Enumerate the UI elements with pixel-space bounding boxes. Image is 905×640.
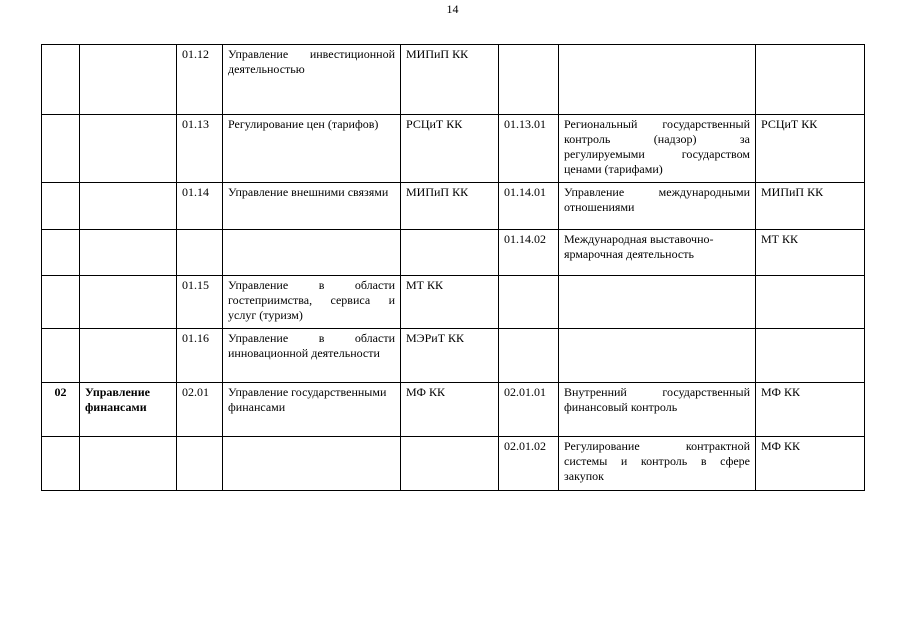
function-name-cell	[223, 437, 401, 491]
subfunction-authority-cell	[756, 329, 865, 383]
table-row	[42, 115, 865, 183]
subfunction-name-cell: Внутренний государственный финансовый контроль	[559, 383, 756, 437]
section-code-cell	[42, 183, 80, 230]
section-name-cell	[80, 276, 177, 329]
section-code-cell	[42, 115, 80, 183]
section-code-cell	[42, 437, 80, 491]
subfunction-code-cell	[499, 276, 559, 329]
function-authority-cell: МИПиП КК	[401, 183, 499, 230]
section-code-cell	[42, 230, 80, 276]
subfunction-name-cell: Управление международными отношениями	[559, 183, 756, 230]
function-authority-cell: МЭРиТ КК	[401, 329, 499, 383]
subfunction-code-cell: 01.14.02	[499, 230, 559, 276]
function-name-cell	[223, 230, 401, 276]
table-row	[42, 45, 865, 115]
subfunction-name-cell	[559, 276, 756, 329]
section-code-cell	[42, 276, 80, 329]
table-row	[42, 383, 865, 437]
subfunction-code-cell: 02.01.02	[499, 437, 559, 491]
subfunction-authority-cell: МФ КК	[756, 437, 865, 491]
subfunction-authority-cell	[756, 45, 865, 115]
subfunction-name-cell: Региональный государственный контроль (надзор) за регулируемыми государством ценами (тарифами)	[559, 115, 756, 183]
subfunction-code-cell: 02.01.01	[499, 383, 559, 437]
function-code-cell	[177, 437, 223, 491]
function-code-cell: 01.14	[177, 183, 223, 230]
subfunction-name-cell	[559, 329, 756, 383]
function-name-cell: Управление внешними связями	[223, 183, 401, 230]
subfunction-authority-cell: РСЦиТ КК	[756, 115, 865, 183]
subfunction-authority-cell: МФ КК	[756, 383, 865, 437]
subfunction-authority-cell: МТ КК	[756, 230, 865, 276]
functions-table	[41, 44, 865, 491]
section-name-cell	[80, 230, 177, 276]
function-code-cell: 01.15	[177, 276, 223, 329]
function-code-cell	[177, 230, 223, 276]
table-row	[42, 183, 865, 230]
function-name-cell: Управление государственными финансами	[223, 383, 401, 437]
subfunction-code-cell: 01.13.01	[499, 115, 559, 183]
function-name-cell: Регулирование цен (тарифов)	[223, 115, 401, 183]
section-code-cell: 02	[42, 383, 80, 437]
subfunction-code-cell: 01.14.01	[499, 183, 559, 230]
function-authority-cell: РСЦиТ КК	[401, 115, 499, 183]
function-name-cell: Управление в области гостеприимства, сервиса и услуг (туризм)	[223, 276, 401, 329]
subfunction-authority-cell: МИПиП КК	[756, 183, 865, 230]
function-name-cell: Управление в области инновационной деятельности	[223, 329, 401, 383]
section-name-cell	[80, 45, 177, 115]
subfunction-name-cell: Регулирование контрактной системы и контроль в сфере закупок	[559, 437, 756, 491]
function-name-cell: Управление инвестиционной деятельностью	[223, 45, 401, 115]
section-name-cell: Управление финансами	[80, 383, 177, 437]
function-code-cell: 01.13	[177, 115, 223, 183]
page-number: 14	[446, 2, 459, 16]
section-name-cell	[80, 437, 177, 491]
table-row	[42, 276, 865, 329]
section-code-cell	[42, 45, 80, 115]
table-row	[42, 230, 865, 276]
subfunction-code-cell	[499, 329, 559, 383]
section-code-cell	[42, 329, 80, 383]
section-name-cell	[80, 329, 177, 383]
function-authority-cell	[401, 230, 499, 276]
subfunction-name-cell	[559, 45, 756, 115]
subfunction-authority-cell	[756, 276, 865, 329]
function-authority-cell	[401, 437, 499, 491]
function-code-cell: 02.01	[177, 383, 223, 437]
subfunction-code-cell	[499, 45, 559, 115]
function-authority-cell: МИПиП КК	[401, 45, 499, 115]
function-authority-cell: МФ КК	[401, 383, 499, 437]
section-name-cell	[80, 183, 177, 230]
function-code-cell: 01.12	[177, 45, 223, 115]
section-name-cell	[80, 115, 177, 183]
table-row	[42, 329, 865, 383]
function-code-cell: 01.16	[177, 329, 223, 383]
table-row	[42, 437, 865, 491]
function-authority-cell: МТ КК	[401, 276, 499, 329]
subfunction-name-cell: Международная выставочно-ярмарочная деятельность	[559, 230, 756, 276]
